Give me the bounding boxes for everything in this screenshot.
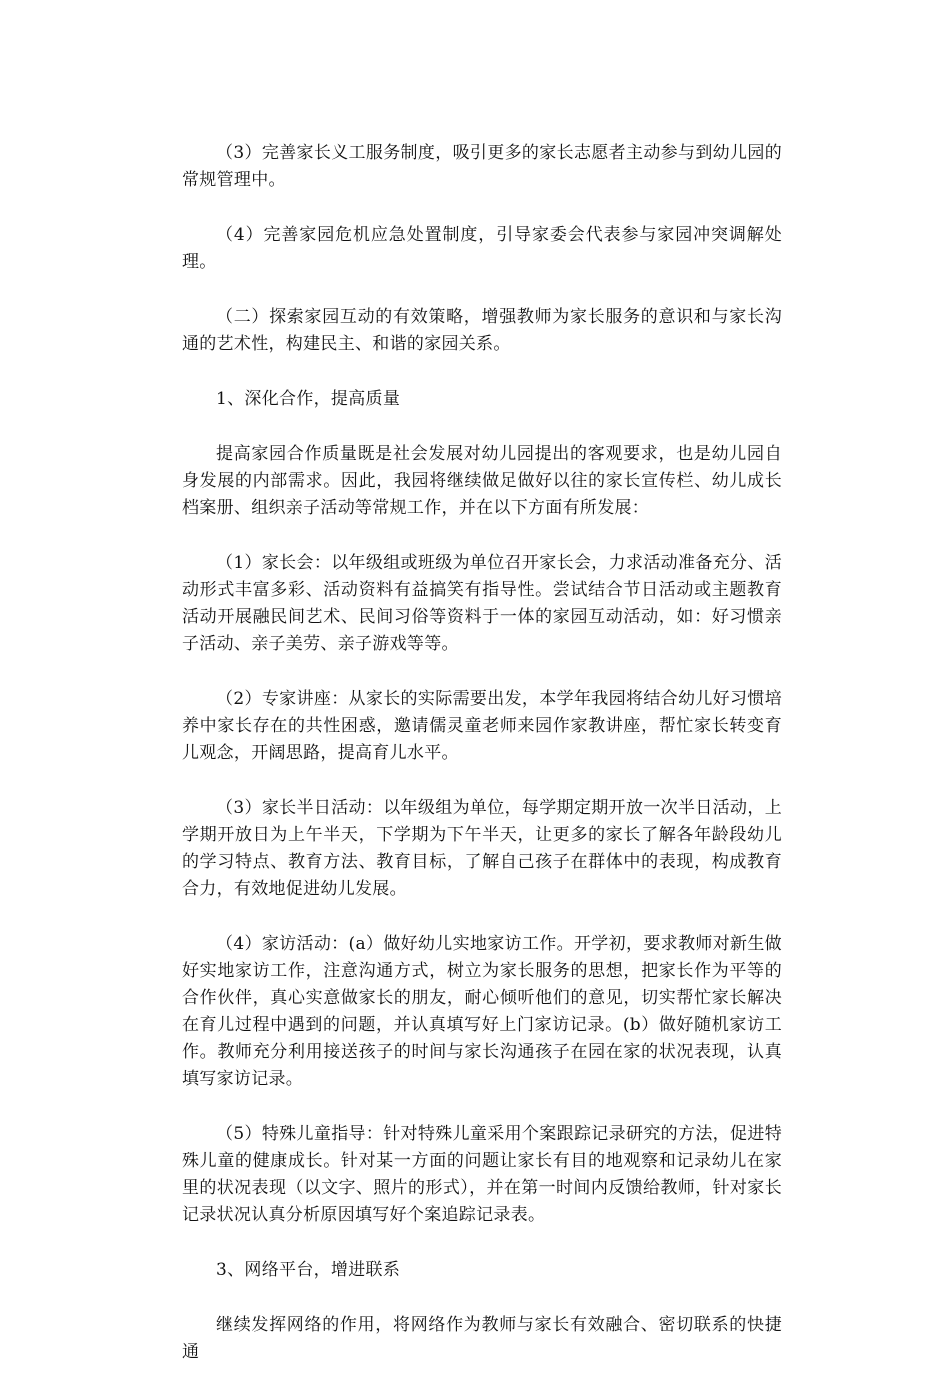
paragraph-crisis-system: （4）完善家园危机应急处置制度，引导家委会代表参与家园冲突调解处理。 xyxy=(182,225,782,272)
paragraph-home-visit: （4）家访活动：(a）做好幼儿实地家访工作。开学初，要求教师对新生做好实地家访工作，注意沟通方式，树立为家长服务的思想，把家长作为平等的合作伙伴，真心实意做家长的朋友，耐心倾听他们的意见，切实帮忙家长解决在育儿过程中遇到的问题，并认真填写好上门家访记录。(b）做好随机家访工作。教师充分利用接送孩子的时间与家长沟通孩子在园在家的状况表现，认真填写家访记录。 xyxy=(182,934,782,1089)
paragraph-network-role: 继续发挥网络的作用，将网络作为教师与家长有效融合、密切联系的快捷通 xyxy=(182,1315,782,1362)
paragraph-cooperation-quality: 提高家园合作质量既是社会发展对幼儿园提出的客观要求，也是幼儿园自身发展的内部需求。因此，我园将继续做足做好以往的家长宣传栏、幼儿成长档案册、组织亲子活动等常规工作，并在以下方面有所发展： xyxy=(182,444,782,518)
paragraph-volunteer-system: （3）完善家长义工服务制度，吸引更多的家长志愿者主动参与到幼儿园的常规管理中。 xyxy=(182,143,782,190)
paragraph-special-children: （5）特殊儿童指导：针对特殊儿童采用个案跟踪记录研究的方法，促进特殊儿童的健康成长。针对某一方面的问题让家长有目的地观察和记录幼儿在家里的状况表现（以文字、照片的形式），并在第一时间内反馈给教师，针对家长记录状况认真分析原因填写好个案追踪记录表。 xyxy=(182,1124,782,1225)
paragraph-parent-meeting: （1）家长会：以年级组或班级为单位召开家长会，力求活动准备充分、活动形式丰富多彩、活动资料有益搞笑有指导性。尝试结合节日活动或主题教育活动开展融民间艺术、民间习俗等资料于一体的家园互动活动，如：好习惯亲子活动、亲子美劳、亲子游戏等等。 xyxy=(182,553,782,654)
paragraph-half-day-activity: （3）家长半日活动：以年级组为单位，每学期定期开放一次半日活动，上学期开放日为上午半天，下学期为下午半天，让更多的家长了解各年龄段幼儿的学习特点、教育方法、教育目标，了解自己孩子在群体中的表现，构成教育合力，有效地促进幼儿发展。 xyxy=(182,798,782,899)
heading-network-platform: 3、网络平台，增进联系 xyxy=(216,1260,401,1280)
paragraph-expert-lecture: （2）专家讲座：从家长的实际需要出发，本学年我园将结合幼儿好习惯培养中家长存在的共性困惑，邀请儒灵童老师来园作家教讲座，帮忙家长转变育儿观念，开阔思路，提高育儿水平。 xyxy=(182,689,782,763)
heading-deepen-cooperation: 1、深化合作，提高质量 xyxy=(216,389,401,409)
paragraph-section-two: （二）探索家园互动的有效策略，增强教师为家长服务的意识和与家长沟通的艺术性，构建民主、和谐的家园关系。 xyxy=(182,307,782,354)
document-body xyxy=(182,140,782,1394)
